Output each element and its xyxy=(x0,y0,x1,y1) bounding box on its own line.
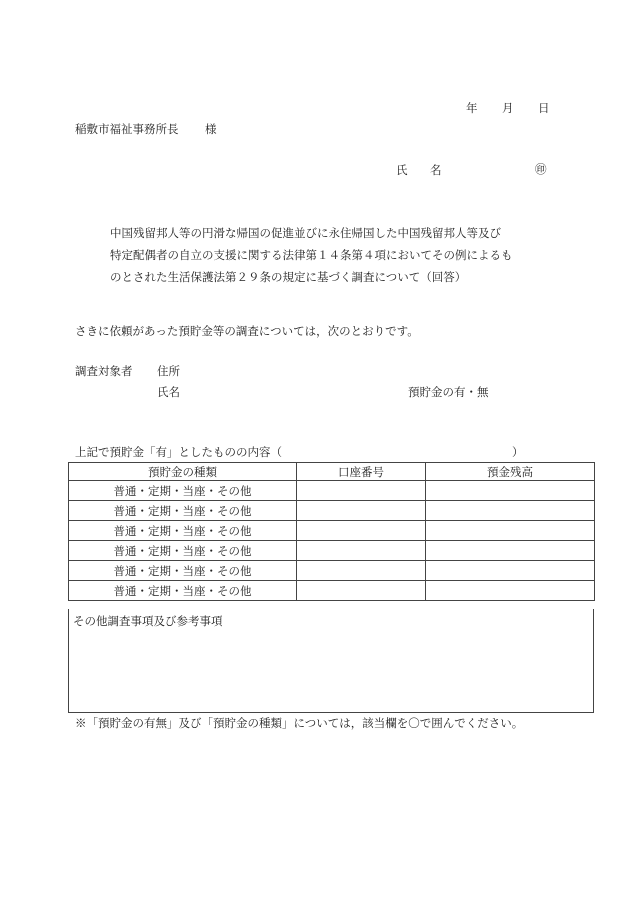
account-number-cell[interactable] xyxy=(297,521,426,541)
name-label: 氏名 xyxy=(157,385,180,399)
deposit-type-cell[interactable]: 普通・定期・当座・その他 xyxy=(69,481,297,501)
table-row xyxy=(69,501,595,521)
balance-cell[interactable] xyxy=(426,581,595,601)
balance-cell[interactable] xyxy=(426,521,595,541)
balance-cell[interactable] xyxy=(426,501,595,521)
balance-cell[interactable] xyxy=(426,481,595,501)
table-row xyxy=(69,581,595,601)
balance-cell[interactable] xyxy=(426,561,595,581)
date-year-label: 年 xyxy=(466,101,478,115)
subject-line: のとされた生活保護法第２９条の規定に基づく調査について（回答） xyxy=(110,270,467,284)
table-header-row xyxy=(69,463,595,481)
date-day-label: 日 xyxy=(538,101,550,115)
deposit-type-cell[interactable]: 普通・定期・当座・その他 xyxy=(69,501,297,521)
signature-shi: 氏 xyxy=(396,163,408,177)
table-row xyxy=(69,521,595,541)
subject-person-label: 調査対象者 xyxy=(75,364,133,378)
table-caption-suffix: ） xyxy=(512,445,524,459)
account-number-cell[interactable] xyxy=(297,481,426,501)
footnote: ※「預貯金の有無」及び「預貯金の種類」については，該当欄を〇で囲んでください。 xyxy=(75,716,524,730)
header-balance: 預金残高 xyxy=(426,463,595,481)
header-account-number: 口座番号 xyxy=(297,463,426,481)
remarks-box[interactable] xyxy=(68,609,594,713)
body-text: さきに依頼があった預貯金等の調査については，次のとおりです。 xyxy=(75,324,419,338)
account-number-cell[interactable] xyxy=(297,541,426,561)
account-number-cell[interactable] xyxy=(297,561,426,581)
deposit-type-cell[interactable]: 普通・定期・当座・その他 xyxy=(69,561,297,581)
table-row xyxy=(69,561,595,581)
account-number-cell[interactable] xyxy=(297,581,426,601)
addressee-office: 稲敷市福祉事務所長 xyxy=(75,122,179,136)
address-label: 住所 xyxy=(157,364,180,378)
deposit-type-cell[interactable]: 普通・定期・当座・その他 xyxy=(69,541,297,561)
subject-block xyxy=(110,222,540,288)
header-deposit-type: 預貯金の種類 xyxy=(69,463,297,481)
addressee-honorific: 様 xyxy=(205,122,217,136)
table-row xyxy=(69,541,595,561)
remarks-label: その他調査事項及び参考事項 xyxy=(73,614,223,628)
subject-line: 特定配偶者の自立の支援に関する法律第１４条第４項においてその例によるも xyxy=(110,248,513,262)
table-caption-prefix: 上記で預貯金「有」としたものの内容（ xyxy=(75,445,282,459)
deposit-type-cell[interactable]: 普通・定期・当座・その他 xyxy=(69,581,297,601)
date-month-label: 月 xyxy=(502,101,514,115)
deposit-type-cell[interactable]: 普通・定期・当座・その他 xyxy=(69,521,297,541)
table-row xyxy=(69,481,595,501)
balance-cell[interactable] xyxy=(426,541,595,561)
deposit-table xyxy=(68,462,595,601)
account-number-cell[interactable] xyxy=(297,501,426,521)
signature-mei: 名 xyxy=(430,163,442,177)
deposit-presence-label: 預貯金の有・無 xyxy=(408,385,489,399)
seal-mark-icon: ㊞ xyxy=(535,162,547,176)
subject-line: 中国残留邦人等の円滑な帰国の促進並びに永住帰国した中国残留邦人等及び xyxy=(110,226,501,240)
